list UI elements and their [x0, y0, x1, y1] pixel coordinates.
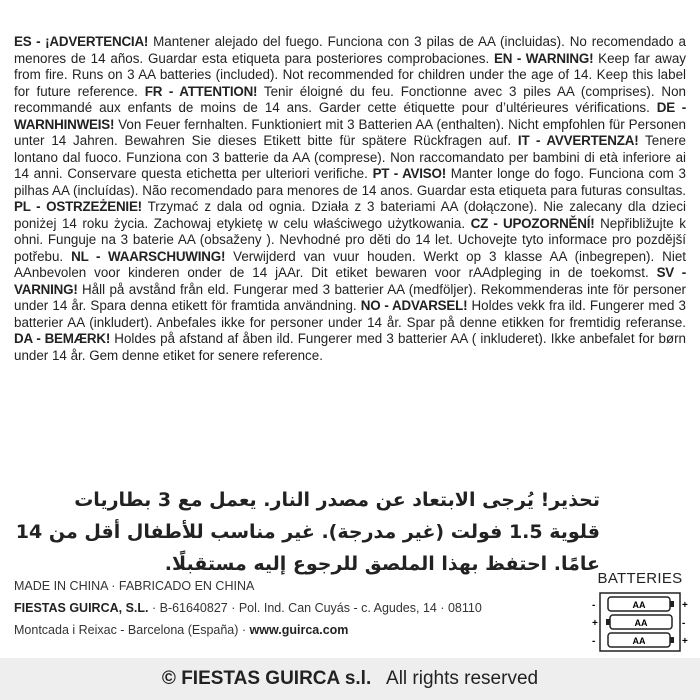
warning-body: Holdes vekk fra ild. Fungerer med 3 batterier AA (inkludert). Anbefales ikke for personer under 14 år. Spar på denne etikken for fremtidig referanse.: [14, 298, 686, 330]
company-line: [14, 597, 584, 619]
warning-heading: EN - WARNING!: [494, 50, 594, 66]
batteries-title: BATTERIES: [597, 570, 683, 587]
warning-body: Trzymać z dala od ognia. Działa z 3 bateriami AA (dołączone). Nie zalecany dla dzieci poniżej 14 roku życia. Zachowaj etykietę w celu właściwego użytkowania.: [14, 199, 686, 231]
battery-cell-2: [592, 615, 685, 629]
company-city: Montcada i Reixac - Barcelona (España) ·: [14, 623, 250, 637]
battery-cell-3-label: AA: [632, 636, 646, 646]
warning-body: Holdes på afstand af åben ild. Fungerer med 3 batterier AA ( inkluderet). Ikke anbefalet for børn under 14 år. Gem denne etiket for senere reference.: [14, 331, 686, 363]
warning-body: Verwijderd van vuur houden. Werkt op 3 klasse AA (inbegrepen). Niet AAnbevolen voor kinderen onder de 14 jAAr. Dit etiket bewaren voor rAAdpleging in de toekomst.: [14, 248, 686, 280]
warning-heading: PL - OSTRZEŻENIE!: [14, 199, 142, 214]
warning-heading: NO - ADVARSEL!: [360, 298, 468, 313]
warning-body: Nepřibližujte k ohni. Funguje na 3 baterie AA (obsaženy ). Nevhodné pro děti do 14 let. Uchovejte tyto informace pro pozdější potřebu.: [14, 215, 686, 264]
battery-cell-2-minus: -: [682, 618, 686, 629]
warning-body: Tenir éloigné du feu. Fonctionne avec 3 piles AA (comprises). Non recommandé aux enfants de moins de 14 ans. Garder cette étiquette pour d’ultérieures vérifications.: [14, 83, 686, 115]
warning-body: Tenere lontano dal fuoco. Funziona con 3 batterie da AA (comprese). Non raccomandato per bambini di età inferiore ai 14 anni. Conservare questa etichetta per ulteriori verifiche.: [14, 133, 686, 181]
battery-cell-1-minus: -: [592, 600, 596, 611]
company-address: · B-61640827 · Pol. Ind. Can Cuyás - c. Agudes, 14 · 08110: [148, 601, 482, 615]
warning-text-block: [14, 34, 686, 364]
warning-heading: NL - WAARSCHUWING!: [71, 248, 226, 264]
copyright-bar: [0, 658, 700, 700]
batteries-diagram: [588, 570, 692, 660]
warning-body: Håll på avstånd från eld. Fungerar med 3 batterier AA (medföljer). Rekommenderas inte för personer under 14 år. Spara denna etikett för framtida användning.: [14, 281, 686, 313]
warning-body: Keep far away from fire. Runs on 3 AA batteries (included). Not recommended for children under the age of 14. Keep this label for future reference.: [14, 50, 686, 99]
battery-cell-3-plus: +: [682, 636, 688, 647]
warning-body: Manter longe do fogo. Funciona com 3 pilhas AA (incluídas). Não recomendado para menores de 14 anos. Guardar esta etiqueta para futuras consultas.: [14, 166, 686, 198]
warning-heading: CZ - UPOZORNĚNÍ!: [470, 215, 595, 231]
arabic-line-3: عامًا. احتفظ بهذا الملصق للرجوع إليه مستقبلًا.: [164, 553, 600, 575]
battery-cell-3-minus: -: [592, 636, 596, 647]
battery-cell-2-plus: +: [592, 618, 598, 629]
company-name: FIESTAS GUIRCA, S.L.: [14, 601, 149, 615]
city-line: [14, 619, 584, 641]
arabic-warning: [15, 484, 600, 580]
warning-heading: DA - BEMÆRK!: [14, 331, 111, 346]
warning-heading: FR - ATTENTION!: [144, 83, 258, 99]
arabic-line-2: قلوية 1.5 فولت (غير مدرجة). غير مناسب للأطفال أقل من 14: [15, 521, 600, 543]
manufacturer-info: [14, 575, 584, 641]
made-in-line: MADE IN CHINA · FABRICADO EN CHINA: [14, 579, 255, 593]
arabic-line-1: تحذير! يُرجى الابتعاد عن مصدر النار. يعمل مع 3 بطاريات: [74, 489, 600, 511]
battery-cell-1-plus: +: [682, 600, 688, 611]
warning-heading: SV - VARNING!: [14, 265, 687, 297]
battery-cell-1-label: AA: [632, 600, 646, 610]
copyright-brand: © FIESTAS GUIRCA s.l.: [161, 668, 372, 689]
copyright-rights: All rights reserved: [386, 668, 539, 689]
warning-heading: IT - AVVERTENZA!: [517, 133, 639, 148]
warning-heading: DE - WARNHINWEIS!: [14, 100, 686, 132]
battery-cell-3: [592, 633, 688, 647]
warning-body: Von Feuer fernhalten. Funktioniert mit 3 Batterien AA (enthalten). Nicht empfohlen für Personen unter 14 Jahren. Bewahren Sie dieses Etikett bitte für spätere Rückfragen auf.: [14, 116, 686, 148]
battery-cell-1: [592, 597, 688, 611]
warning-heading: ES - ¡ADVERTENCIA!: [14, 34, 149, 49]
battery-holder-icon: [588, 591, 692, 653]
battery-cell-2-label: AA: [634, 618, 648, 628]
warning-body: Mantener alejado del fuego. Funciona con 3 pilas de AA (incluidas). No recomendado a menores de 14 años. Guardar esta etiqueta para posteriores comprobaciones.: [14, 34, 686, 66]
warning-heading: PT - AVISO!: [372, 166, 447, 181]
website-link[interactable]: www.guirca.com: [249, 623, 349, 637]
